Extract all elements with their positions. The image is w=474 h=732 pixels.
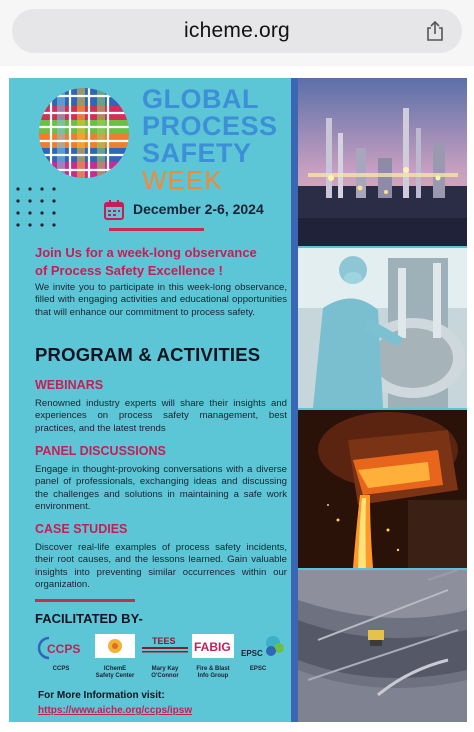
event-date: December 2-6, 2024 [133,201,264,217]
poster-divider [291,78,298,722]
facilitated-heading: FACILITATED BY- [35,611,143,626]
photo-column [298,78,467,722]
join-line-1: Join Us for a week-long observance [35,245,257,260]
title-line-3: SAFETY [142,138,252,168]
photo-molten-metal [298,410,467,568]
address-bar[interactable] [12,9,462,53]
ccps-mark: CCPS [47,642,81,656]
webinars-text: Renowned industry experts will share their insights and experiences on process safety management, best practices, and the latest trends [35,398,287,434]
mkoc-logo [142,634,188,663]
photo-mining-site [298,570,467,722]
photo-lab-worker [298,248,467,408]
fabig-logo [192,634,234,663]
case-text: Discover real-life examples of process safety incidents, their root causes, and the lessons learned. Gain valuable insights into preventing similar occurrences within our organization. [35,542,287,591]
photo-refinery [298,78,467,246]
epsc-mark: EPSC [241,649,263,658]
info-link[interactable]: https://www.aiche.org/ccps/ipsw [38,705,193,716]
iseche-logo [95,634,135,663]
logo-label-mkoc: Mary Kay O'Connor [151,666,179,679]
epsc-logo [241,634,285,667]
mkoc-mark: TEES [152,636,176,646]
calendar-icon [103,199,125,221]
divider-line-2 [35,599,135,602]
share-icon[interactable] [424,20,446,42]
logo-label-ccps: CCPS [52,666,70,672]
event-poster [9,78,467,722]
panel-text: Engage in thought-provoking conversations with a diverse panel of professionals, exchanging ideas and discussing the challenges and solutions in maintaining a safe work environment. [35,464,287,513]
dot-pattern-icon [13,184,63,234]
info-text: For More Information visit: [38,690,165,701]
panel-heading: PANEL DISCUSSIONS [35,444,166,458]
logo-label-icheme: IChemE Safety Center [95,666,135,679]
url-text[interactable]: icheme.org [184,19,290,42]
join-heading [35,244,285,280]
intro-text: We invite you to participate in this week-long observance, filled with engaging activities and educational opportunities that will enhance our commitment to process safety. [35,282,287,318]
divider-line [109,228,204,231]
fabig-mark: FABIG [194,640,231,654]
browser-toolbar [0,0,474,66]
title-line-1: GLOBAL [142,84,259,114]
case-heading: CASE STUDIES [35,522,128,536]
join-line-2: of Process Safety Excellence ! [35,263,223,278]
ccps-logo [37,634,85,667]
logo-label-epsc: EPSC [249,666,267,672]
title-line-2: PROCESS [142,111,278,141]
title-week: WEEK [142,165,223,195]
program-heading: PROGRAM & ACTIVITIES [35,344,261,365]
webinars-heading: WEBINARS [35,378,104,392]
globe-logo-icon [37,86,131,180]
logo-label-fabig: Fire & Blast Info Group [196,666,230,679]
